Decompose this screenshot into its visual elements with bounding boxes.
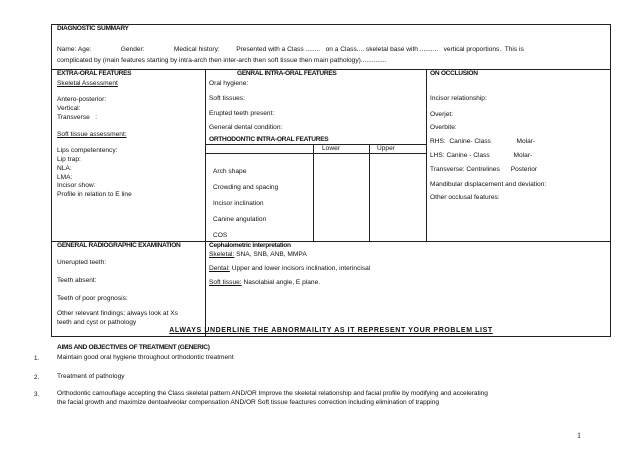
column-divider xyxy=(426,69,427,241)
crowding-spacing: Crowding and spacing xyxy=(213,184,279,191)
canine-angulation: Canine angulation xyxy=(213,216,267,223)
other-findings-line-2: teeth and cyst or pathology xyxy=(57,319,137,326)
ortho-intra-oral-heading: ORTHODONTIC INTRA-ORAL FEATURES xyxy=(209,136,329,143)
page-number: 1 xyxy=(577,431,581,440)
rhs-relationship: RHS: Canine- Class Molar- xyxy=(430,138,536,145)
transverse-relationship: Transverse: Centrelines Posterior xyxy=(430,166,538,173)
intra-oral-heading: GENRAL INTRA-ORAL FEATURES xyxy=(237,70,337,77)
radiographic-heading: GENERAL RADIOGRAPHIC EXAMINATION xyxy=(57,242,181,249)
ortho-col-divider xyxy=(313,144,314,241)
lma: LMA: xyxy=(57,174,73,181)
cephalometric-skeletal xyxy=(209,251,307,259)
incisor-relationship: Incisor relationship: xyxy=(430,95,487,102)
dental-condition: General dental condition: xyxy=(209,124,283,131)
vertical: Vertical: xyxy=(57,105,81,112)
antero-posterior: Antero-posterior: xyxy=(57,96,107,103)
soft-tissue-label: Soft tissue: xyxy=(209,279,242,286)
aim-1-number: 1. xyxy=(34,355,40,362)
skeletal-label: Skeletal: xyxy=(209,251,235,258)
soft-tissue-assessment: Soft tissue assessment: xyxy=(57,131,127,138)
incisor-inclination: Incisor inclination xyxy=(213,200,264,207)
diagnostic-row-2: complicated by (main features starting by intra-arch then inter-arch then soft tissue then main pathology).............. xyxy=(57,57,387,64)
erupted-teeth: Erupted teeth present: xyxy=(209,110,275,117)
cephalometric-soft-tissue xyxy=(209,279,320,287)
overbite: Overbite: xyxy=(430,124,457,131)
problem-list-banner: ALWAYS UNDERLINE THE ABNORMAILITY AS IT REPRESENT YOUR PROBLEM LIST xyxy=(169,327,493,334)
aim-1-text: Maintain good oral hygiene throughout orthodontic treatment xyxy=(57,354,234,361)
aim-2-text: Treatment of pathology xyxy=(57,373,125,380)
oral-hygiene: Oral hygiene: xyxy=(209,80,249,87)
occlusion-heading: ON OCCLUSION xyxy=(430,70,478,77)
lower-column-header: Lower xyxy=(322,145,340,152)
diagnostic-title: DIAGNOSTIC SUMMARY xyxy=(57,25,129,32)
skeletal-value: SNA, SNB, ANB, MMPA xyxy=(234,251,307,258)
lip-trap: Lip trap: xyxy=(57,156,81,163)
lhs-relationship: LHS: Canine - Class Molar- xyxy=(430,152,533,159)
transverse: Transverse : xyxy=(57,114,98,121)
aims-heading: AIMS AND OBJECTIVES OF TREATMENT (GENERIC) xyxy=(57,344,210,351)
ortho-col-divider xyxy=(369,144,370,241)
upper-column-header: Upper xyxy=(377,145,395,152)
aim-3-number: 3. xyxy=(34,391,40,398)
soft-tissues: Soft tissues: xyxy=(209,95,245,102)
profile-e-line: Profile in relation to E line xyxy=(57,191,132,198)
teeth-absent: Teeth absent: xyxy=(57,277,97,284)
dental-value: Upper and lower incisors inclination, interincisal xyxy=(229,265,371,272)
column-divider xyxy=(205,69,206,337)
skeletal-assessment: Skeletal Assessment xyxy=(57,80,118,87)
aim-3-text: Orthodontic camouflage accepting the Class skeletal pattern AND/OR Improve the skeletal relationship and facial profile by modifying and accelerating xyxy=(57,390,488,397)
cephalometric-dental xyxy=(209,265,370,273)
diagnostic-row-1: Name: Age: Gender: Medical history: Presented with a Class ........ on a Class.... skeletal base with .......... vertical proportions. This is xyxy=(57,46,524,53)
other-findings-line-1: Other relevant findings: always look at Xs xyxy=(57,310,178,317)
cos: COS xyxy=(213,232,228,239)
arch-shape: Arch shape xyxy=(213,168,247,175)
ortho-table-header-line xyxy=(206,153,426,154)
lips-competency: Lips competentency: xyxy=(57,147,118,154)
aim-3-text-continued: the facial growth and maximize dentoalveolar compensation AND/OR Soft tissue feactures correction including elimination of trapping xyxy=(57,399,439,406)
dental-label: Dental: xyxy=(209,265,230,272)
other-occlusal-features: Other occlusal features: xyxy=(430,194,500,201)
cephalometric-heading: Cephalometric interpretation xyxy=(209,242,291,249)
extra-oral-heading: EXTRA-ORAL FEATURES xyxy=(57,70,132,77)
teeth-poor-prognosis: Teeth of poor prognosis: xyxy=(57,295,128,302)
mandibular-displacement: Mandibular displacement and deviation: xyxy=(430,181,547,188)
nla: NLA: xyxy=(57,165,72,172)
incisor-show: Incisor show: xyxy=(57,182,96,189)
unerupted-teeth: Unerupted teeth: xyxy=(57,259,107,266)
soft-tissue-value: Nasolabial angle, E plane. xyxy=(241,279,321,286)
overjet: Overjet: xyxy=(430,111,454,118)
aim-2-number: 2. xyxy=(34,374,40,381)
